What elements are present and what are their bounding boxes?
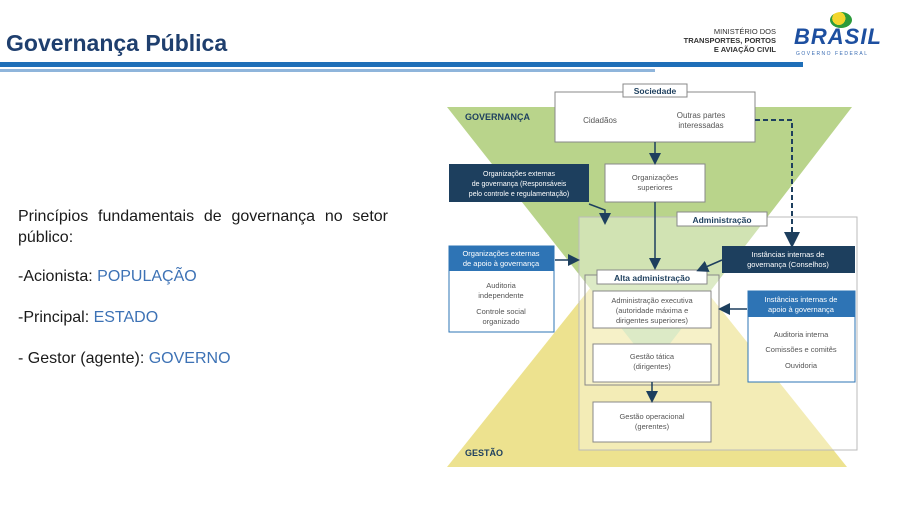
governance-diagram bbox=[447, 82, 867, 467]
brasil-logo-text: BRASIL bbox=[794, 24, 882, 49]
gestao-operacional-line-2: (gerentes) bbox=[634, 422, 670, 431]
auditoria-interna-label: Auditoria interna bbox=[773, 330, 829, 339]
comissoes-label: Comissões e comitês bbox=[765, 345, 837, 354]
org-ext-line-3: pelo controle e regulamentação) bbox=[468, 191, 570, 198]
principle-label: -Principal: bbox=[18, 309, 94, 326]
principle-value: GOVERNO bbox=[148, 350, 231, 367]
principle-acionista bbox=[18, 268, 388, 286]
auditoria-independente-line-1: Auditoria bbox=[486, 281, 516, 290]
principle-label: - Gestor (agente): bbox=[18, 350, 149, 367]
org-ext-line-2: de governança (Responsáveis bbox=[471, 181, 567, 188]
principles-intro: Princípios fundamentais de governança no setor público: bbox=[18, 208, 388, 246]
controle-social-line-2: organizado bbox=[482, 317, 520, 326]
ouvidoria-label: Ouvidoria bbox=[784, 361, 818, 370]
cidadaos-label: Cidadãos bbox=[583, 116, 617, 125]
outras-partes-label-2: interessadas bbox=[678, 121, 724, 130]
gestao-label: GESTÃO bbox=[465, 448, 504, 458]
org-superiores-line-1: Organizações bbox=[631, 173, 679, 182]
outras-partes-label-1: Outras partes bbox=[676, 111, 726, 120]
gestao-operacional-line-1: Gestão operacional bbox=[619, 412, 685, 421]
principle-value: ESTADO bbox=[93, 309, 159, 326]
org-superiores-line-2: superiores bbox=[637, 183, 673, 192]
ministry-line-1: MINISTÉRIO DOS bbox=[713, 27, 776, 36]
inst-apoio-line-2: apoio à governança bbox=[768, 305, 834, 314]
title-underline-bar bbox=[0, 62, 803, 67]
principles-block bbox=[18, 206, 388, 391]
principle-principal bbox=[18, 309, 388, 327]
controle-social-line-1: Controle social bbox=[476, 307, 526, 316]
inst-conselhos-line-1: Instâncias internas de bbox=[751, 250, 825, 259]
governanca-label: GOVERNANÇA bbox=[465, 112, 531, 122]
gestao-tatica-line-2: (dirigentes) bbox=[633, 362, 671, 371]
principle-label: -Acionista: bbox=[18, 268, 98, 285]
org-apoio-line-2: de apoio à governança bbox=[462, 259, 540, 268]
ministry-logo bbox=[668, 27, 776, 54]
principle-value: POPULAÇÃO bbox=[97, 268, 197, 285]
inst-apoio-line-1: Instâncias internas de bbox=[764, 295, 838, 304]
adm-executiva-line-3: dirigentes superiores) bbox=[615, 316, 689, 325]
alta-administracao-label: Alta administração bbox=[613, 273, 691, 283]
auditoria-independente-line-2: independente bbox=[478, 291, 524, 300]
brasil-logo bbox=[790, 12, 894, 58]
adm-executiva-line-2: (autoridade máxima e bbox=[615, 306, 689, 315]
principle-gestor bbox=[18, 350, 388, 368]
administracao-label: Administração bbox=[692, 215, 752, 225]
ministry-line-2: TRANSPORTES, PORTOS bbox=[683, 36, 776, 45]
inst-conselhos-line-2: governança (Conselhos) bbox=[747, 260, 829, 269]
gestao-tatica-line-1: Gestão tática bbox=[629, 352, 675, 361]
sociedade-label: Sociedade bbox=[633, 86, 677, 96]
title-underline-thin-bar bbox=[0, 69, 655, 72]
org-ext-line-1: Organizações externas bbox=[483, 171, 555, 178]
adm-executiva-line-1: Administração executiva bbox=[611, 296, 693, 305]
brasil-logo-subtext: GOVERNO FEDERAL bbox=[796, 51, 869, 57]
ministry-line-3: E AVIAÇÃO CIVIL bbox=[713, 45, 776, 54]
org-apoio-line-1: Organizações externas bbox=[462, 249, 540, 258]
page-title: Governança Pública bbox=[6, 30, 228, 56]
